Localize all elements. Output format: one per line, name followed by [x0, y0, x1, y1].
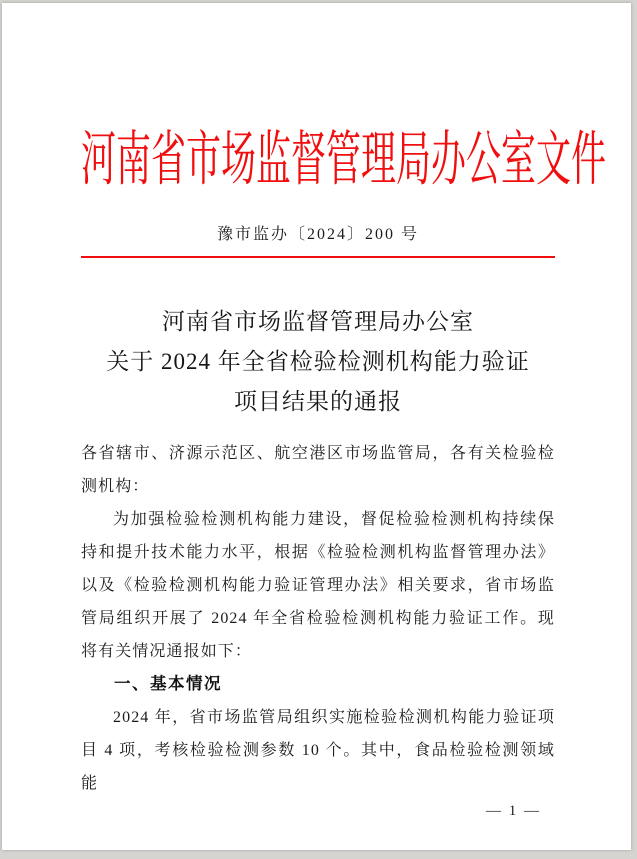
page-content — [2, 127, 631, 821]
salutation-paragraph: 各省辖市、济源示范区、航空港区市场监管局，各有关检验检测机构： — [81, 445, 555, 495]
document-title-line-2: 关于 2024 年全省检验检测机构能力验证 — [106, 349, 530, 374]
document-title-line-3: 项目结果的通报 — [234, 389, 402, 414]
page-number: — 1 — — [486, 803, 541, 819]
section-1-heading: 一、基本情况 — [114, 675, 222, 693]
red-divider-line — [81, 256, 555, 258]
document-title — [81, 302, 555, 422]
document-page — [2, 3, 631, 850]
document-body — [81, 437, 555, 800]
letterhead-org-title: 河南省市场监督管理局办公室文件 — [81, 127, 607, 194]
document-number: 豫市监办〔2024〕200 号 — [216, 226, 419, 243]
document-title-line-1: 河南省市场监督管理局办公室 — [162, 309, 474, 334]
intro-paragraph: 为加强检验检测机构能力建设，督促检验检测机构持续保持和提升技术能力水平，根据《检验检测机构监督管理办法》以及《检验检测机构能力验证管理办法》相关要求，省市场监管局组织开展了 2024 年全省检验检测机构能力验证工作。现将有关情况通报如下： — [81, 511, 555, 660]
section-1-paragraph: 2024 年，省市场监管局组织实施检验检测机构能力验证项目 4 项，考核检验检测参数 10 个。其中，食品检验检测领域能 — [81, 709, 555, 792]
